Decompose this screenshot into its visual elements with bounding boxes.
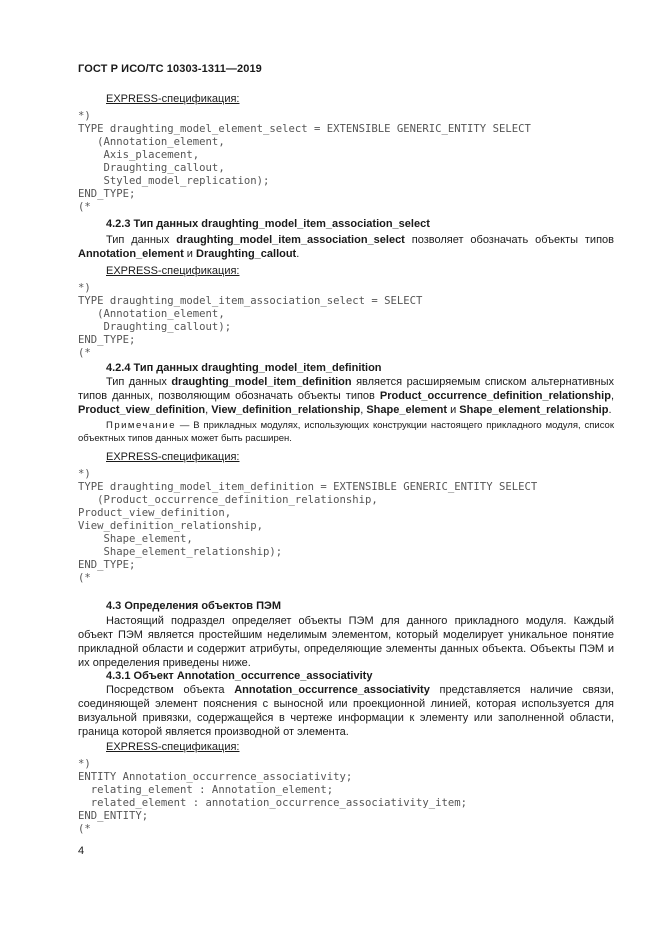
- code-block-item-definition: *) TYPE draughting_model_item_definition = EXTENSIBLE GENERIC_ENTITY SELECT (Product_occurrence_definition_relationship, Product_view_definition, View_definition_relationship, Shape_element, Shape_element_relationship); END_TYPE; (*: [78, 468, 538, 584]
- section-4-3-text: Настоящий подраздел определяет объекты ПЭМ для данного прикладного модуля. Каждый объект ПЭМ является простейшим неделимым элементом, который моделирует уникальное понятие прикладной области и содержит атрибуты, определяющие элементы данных объекта. Объекты ПЭМ и их определения приведены ниже.: [78, 615, 614, 669]
- code-block-element-select: *) TYPE draughting_model_element_select = EXTENSIBLE GENERIC_ENTITY SELECT (Annotation_element, Axis_placement, Draughting_callout, Styled_model_replication); END_TYPE; (*: [78, 110, 531, 213]
- express-spec-label: EXPRESS-спецификация:: [106, 451, 240, 463]
- section-4-2-4-note: Примечание — В прикладных модулях, использующих конструкции настоящего прикладного модуля, список объектных типов данных может быть расширен.: [78, 420, 614, 444]
- section-4-3-title: 4.3 Определения объектов ПЭМ: [106, 600, 282, 612]
- express-spec-label: EXPRESS-спецификация:: [106, 741, 240, 753]
- section-4-3-1-title: 4.3.1 Объект Annotation_occurrence_associativity: [106, 670, 373, 682]
- section-4-2-3-title: 4.2.3 Тип данных draughting_model_item_association_select: [106, 218, 430, 230]
- section-4-2-4-title: 4.2.4 Тип данных draughting_model_item_definition: [106, 362, 382, 374]
- section-4-2-4-text: Тип данных draughting_model_item_definition является расширяемым списком альтернативных типов данных, позволяющим обозначать объекты типов Product_occurrence_definition_relationship, Product_view_definition, View_definition_relationship, Shape_element и Shape_element_relationship.: [78, 376, 614, 416]
- code-block-annotation-associativity: *) ENTITY Annotation_occurrence_associativity; relating_element : Annotation_element; related_element : annotation_occurrence_associativity_item; END_ENTITY; (*: [78, 758, 468, 835]
- document-header: ГОСТ Р ИСО/ТС 10303-1311—2019: [78, 63, 262, 75]
- section-4-2-3-text: Тип данных draughting_model_item_association_select позволяет обозначать объекты типов Annotation_element и Draughting_callout.: [78, 234, 614, 260]
- express-spec-label: EXPRESS-спецификация:: [106, 265, 240, 277]
- code-block-association-select: *) TYPE draughting_model_item_association_select = SELECT (Annotation_element, Draughting_callout); END_TYPE; (*: [78, 282, 423, 359]
- page-number: 4: [78, 845, 85, 857]
- section-4-3-1-text: Посредством объекта Annotation_occurrence_associativity представляется наличие связи, соединяющей элемент пояснения с выносной или проекционной линией, которая используется для визуальной привязки, содержащейся в чертеже информации к элементу или заполненной области, граница которой является производной от элемента.: [78, 684, 614, 738]
- express-spec-label: EXPRESS-спецификация:: [106, 93, 240, 105]
